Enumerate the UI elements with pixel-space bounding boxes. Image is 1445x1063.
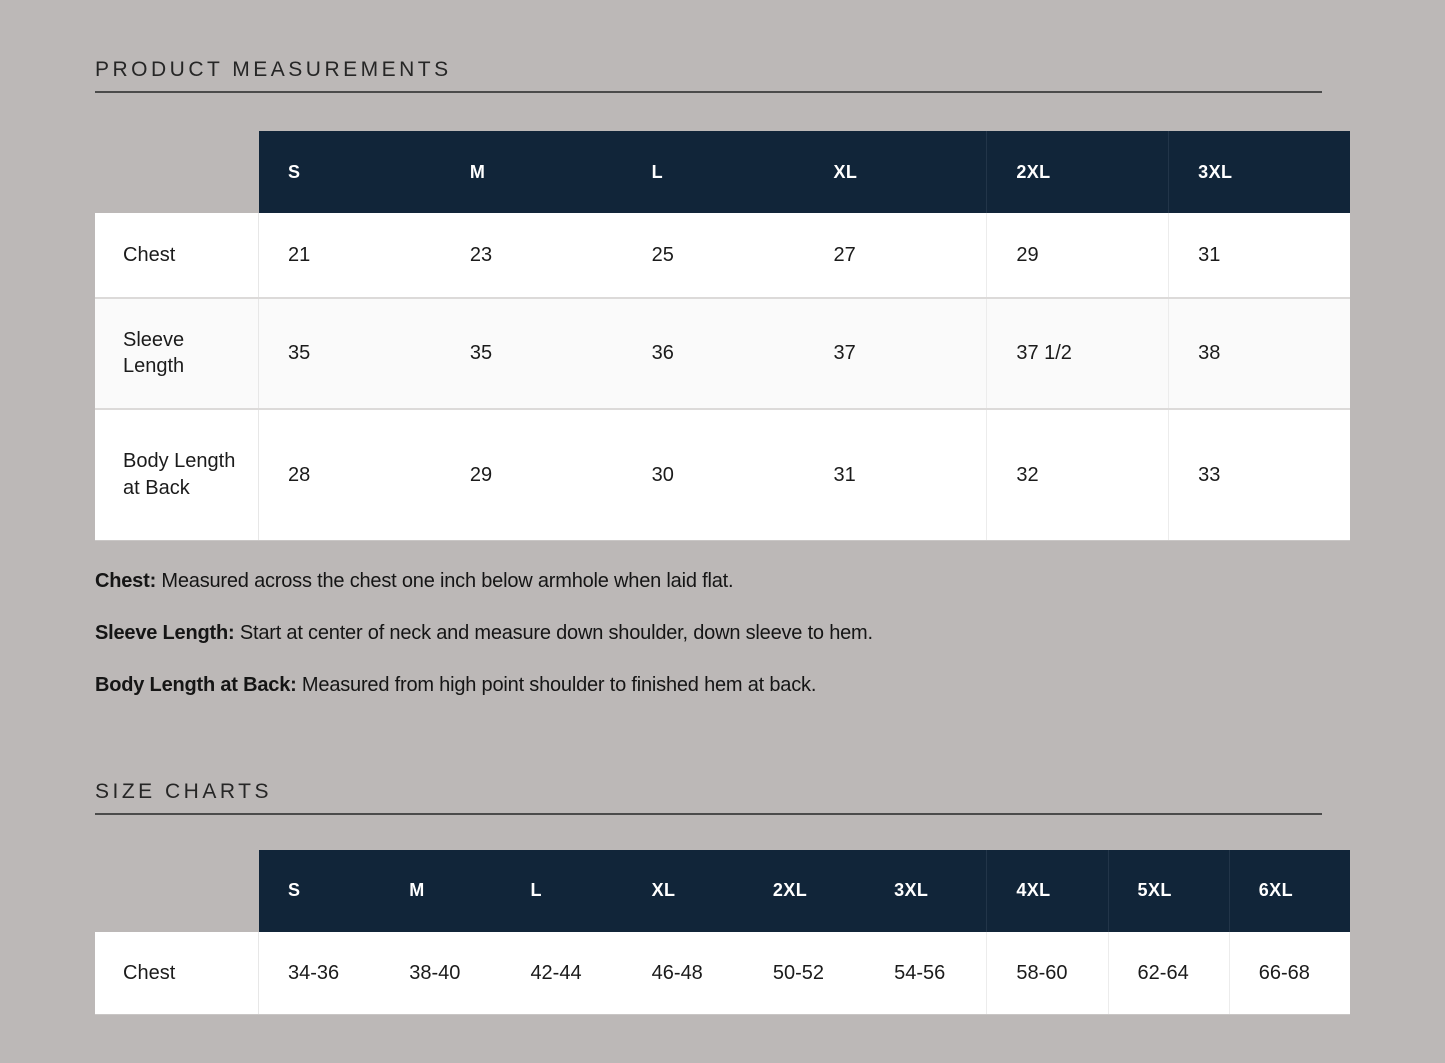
measurement-cell: 38 <box>1168 299 1350 408</box>
measurement-cell: 31 <box>1168 213 1350 297</box>
measurement-cell: 21 <box>288 243 311 266</box>
column-header-3xl: 3XL <box>1168 131 1350 213</box>
note-body-length <box>95 672 1445 699</box>
measurement-cell: 31 <box>833 463 856 486</box>
column-header-m: M <box>380 850 501 932</box>
note-text: Measured from high point shoulder to finished hem at back. <box>296 673 817 696</box>
column-header-s: S <box>259 850 380 932</box>
row-label: Sleeve Length <box>95 299 259 408</box>
table-header-row <box>95 850 1350 932</box>
table-row-sleeve-length <box>95 297 1350 408</box>
row-label: Chest <box>95 932 259 1014</box>
size-range-cell: 54-56 <box>894 961 946 984</box>
note-chest <box>95 568 1445 595</box>
column-header-m: M <box>441 131 623 213</box>
column-header-3xl: 3XL <box>865 850 986 932</box>
product-measurements-table <box>95 131 1350 541</box>
product-measurements-title: PRODUCT MEASUREMENTS <box>95 58 452 81</box>
column-header-l: L <box>501 850 622 932</box>
measurement-cell: 29 <box>469 463 493 486</box>
note-text: Measured across the chest one inch below armhole when laid flat. <box>156 569 734 592</box>
column-header-xl: XL <box>804 131 986 213</box>
measurement-cell: 29 <box>986 213 1168 297</box>
size-range-cell: 46-48 <box>651 961 703 984</box>
table-row-chest <box>95 932 1350 1014</box>
row-label: Chest <box>95 213 259 297</box>
measurement-cell: 27 <box>833 243 856 266</box>
product-measurements-title-rule <box>95 91 1322 93</box>
table-row-body-length <box>95 408 1350 540</box>
size-range-cell: 58-60 <box>986 932 1107 1014</box>
measurement-cell: 30 <box>651 463 674 486</box>
table-row-chest <box>95 213 1350 297</box>
measurement-cell: 25 <box>651 243 674 266</box>
measurement-cell: 37 <box>833 342 856 365</box>
size-range-cell: 62-64 <box>1108 932 1229 1014</box>
measurement-cell: 36 <box>651 342 674 365</box>
size-charts-title-rule <box>95 813 1322 815</box>
size-range-cell: 34-36 <box>288 961 340 984</box>
column-header-l: L <box>623 131 805 213</box>
header-spacer-cell <box>95 131 259 213</box>
column-header-2xl: 2XL <box>986 131 1168 213</box>
measurement-cell: 33 <box>1168 410 1350 540</box>
column-header-xl: XL <box>623 850 744 932</box>
size-range-cell: 38-40 <box>409 961 461 984</box>
measurement-cell: 35 <box>469 342 493 365</box>
note-sleeve-length <box>95 620 1445 647</box>
row-label: Body Length at Back <box>95 410 259 540</box>
measurement-notes <box>95 568 1445 699</box>
header-spacer-cell <box>95 850 259 932</box>
size-charts-title: SIZE CHARTS <box>95 779 272 803</box>
measurement-cell: 35 <box>288 342 311 365</box>
measurement-cell: 23 <box>469 243 493 266</box>
size-chart-table <box>95 850 1350 1015</box>
note-term: Sleeve Length: <box>95 621 235 644</box>
measurement-cell: 28 <box>288 463 311 486</box>
note-term: Chest: <box>95 569 157 592</box>
size-range-cell: 50-52 <box>772 961 825 984</box>
column-header-s: S <box>259 131 441 213</box>
size-range-cell: 66-68 <box>1229 932 1350 1014</box>
column-header-2xl: 2XL <box>744 850 865 932</box>
note-text: Start at center of neck and measure down shoulder, down sleeve to hem. <box>234 621 873 644</box>
column-header-4xl: 4XL <box>986 850 1107 932</box>
size-range-cell: 42-44 <box>530 961 582 984</box>
measurement-cell: 37 1/2 <box>986 299 1168 408</box>
table-header-row <box>95 131 1350 213</box>
column-header-6xl: 6XL <box>1229 850 1350 932</box>
measurement-cell: 32 <box>986 410 1168 540</box>
note-term: Body Length at Back: <box>95 673 297 696</box>
column-header-5xl: 5XL <box>1108 850 1229 932</box>
